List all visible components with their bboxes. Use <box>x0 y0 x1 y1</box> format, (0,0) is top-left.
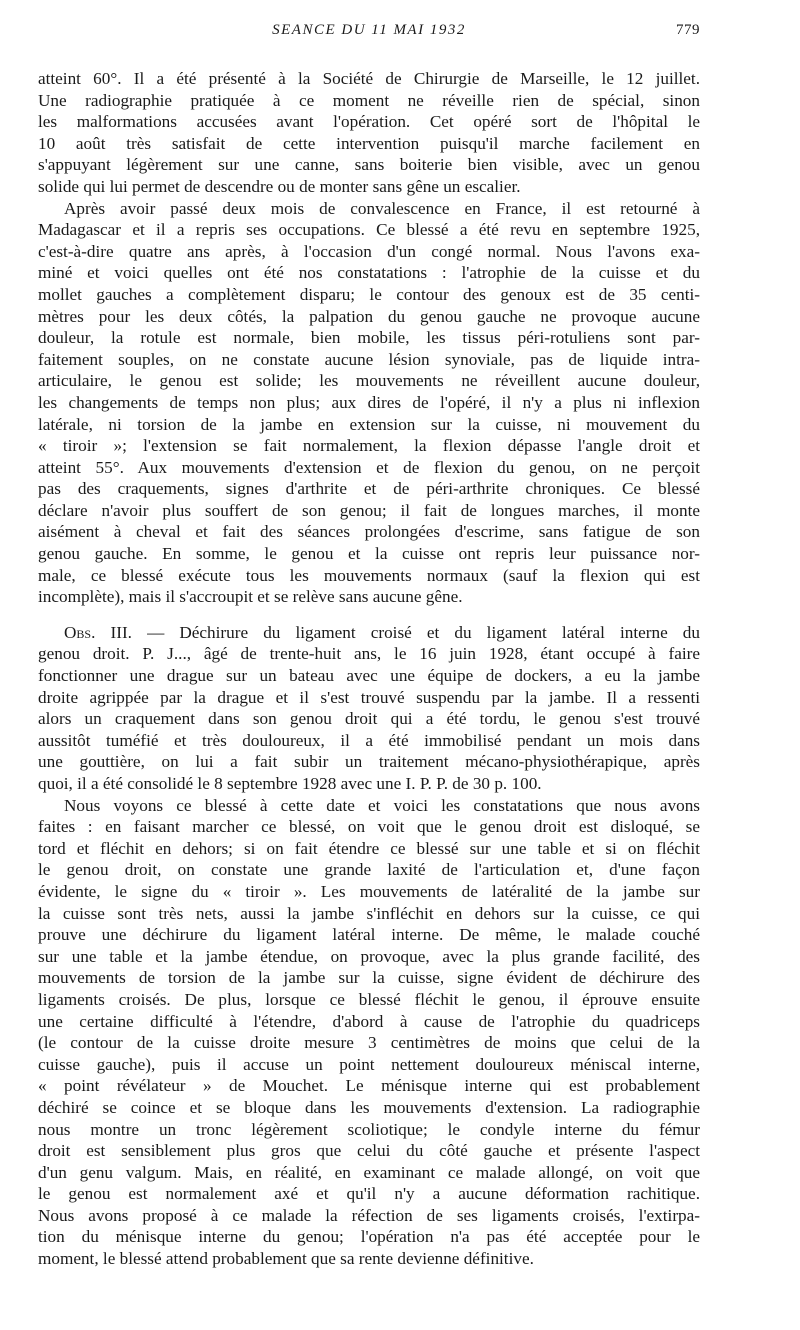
text-line: atteint 60°. Il a été présenté à la Société de Chirurgie de Marseille, le 12 juillet. <box>38 69 700 88</box>
text-line: déclare n'avoir plus souffert de son genou; il fait de longues marches, il monte <box>38 500 700 520</box>
text-line: Une radiographie pratiquée à ce moment ne réveille rien de spécial, sinon <box>38 90 700 110</box>
body-text <box>38 68 700 1270</box>
text-line: faites : en faisant marcher ce blessé, on voit que le genou droit est disloqué, se <box>38 817 700 837</box>
text-line: Après avoir passé deux mois de convalescence en France, il est retourné à <box>64 198 700 218</box>
text-line: la cuisse sont très nets, aussi la jambe s'infléchit en dehors sur la cuisse, ce qui <box>38 903 700 923</box>
text-line: d'un genu valgum. Mais, en réalité, en examinant ce malade allongé, on voit que <box>38 1162 700 1182</box>
page-number: 779 <box>676 22 700 38</box>
text-line: sur une table et la jambe étendue, on provoque, avec la plus grande facilité, des <box>38 946 700 966</box>
paragraph <box>38 622 700 795</box>
text-line: Nous avons proposé à ce malade la réfection de ses ligaments croisés, l'extirpa- <box>38 1205 700 1225</box>
text-line: pas des craquements, signes d'arthrite et de péri-arthrite chroniques. Ce blessé <box>38 479 700 499</box>
text-line: latérale, ni torsion de la jambe en extension sur la cuisse, ni mouvement du <box>38 414 700 434</box>
text-line: atteint 55°. Aux mouvements d'extension et de flexion du genou, on ne perçoit <box>38 457 700 477</box>
text-line: mouvements de torsion de la jambe sur la cuisse, signe évident de déchirure des <box>38 968 700 988</box>
text-line: articulaire, le genou est solide; les mouvements ne réveillent aucune douleur, <box>38 371 700 391</box>
text-line: le genou est normalement axé et qu'il n'y a aucune déformation rachitique. <box>38 1184 700 1204</box>
text-line: quoi, il a été consolidé le 8 septembre 1928 avec une I. P. P. de 30 p. 100. <box>38 774 542 793</box>
text-line: cuisse gauche), puis il accuse un point nettement douloureux méniscal interne, <box>38 1054 700 1074</box>
text-line: alors un craquement dans son genou droit qui a été tordu, le genou s'est trouvé <box>38 709 700 729</box>
text-line: c'est-à-dire quatre ans après, à l'occasion d'un congé normal. Nous l'avons exa- <box>38 241 700 261</box>
text-line: mollet gauches a complètement disparu; le contour des genoux est de 35 centi- <box>38 284 700 304</box>
text-line: male, ce blessé exécute tous les mouvements normaux (sauf la flexion qui est <box>38 565 700 585</box>
text-line: les malformations accusées avant l'opération. Cet opéré sort de l'hôpital le <box>38 112 700 132</box>
observation-label: Obs. III. <box>64 622 132 642</box>
text-line: droite agrippée par la drague et il s'est trouvé suspendu par la jambe. Il a ressenti <box>38 687 700 707</box>
text-line: droit est sensiblement plus gros que celui du côté gauche et présente l'aspect <box>38 1141 700 1161</box>
text-line: miné et voici quelles ont été nos constatations : l'atrophie de la cuisse et du <box>38 263 700 283</box>
paragraph-gap <box>38 608 700 622</box>
text-line: moment, le blessé attend probablement que sa rente devienne définitive. <box>38 1249 534 1269</box>
text-line: solide qui lui permet de descendre ou de monter sans gêne un escalier. <box>38 176 521 196</box>
text-line: 10 août très satisfait de cette intervention puisqu'il marche facilement en <box>38 133 700 153</box>
paragraph <box>38 68 700 198</box>
text-line: s'appuyant légèrement sur une canne, sans boiterie bien visible, avec un genou <box>38 155 700 175</box>
text-line: Madagascar et il a repris ses occupations. Ce blessé a été revu en septembre 1925, <box>38 220 700 240</box>
text-line: le genou droit, on constate une grande laxité de l'articulation et, d'une façon <box>38 860 700 880</box>
text-line: aussitôt tuméfié et très douloureux, il a été immobilisé pendant un mois dans <box>38 730 700 750</box>
text-line: genou gauche. En somme, le genou et la cuisse ont repris leur puissance nor- <box>38 544 700 564</box>
text-line: nous montre un tronc légèrement scoliotique; le condyle interne du fémur <box>38 1119 700 1139</box>
running-header <box>38 22 700 46</box>
text-line: aisément à cheval et fait des séances prolongées d'escrime, sans fatigue de son <box>38 522 700 542</box>
text-line: « point révélateur » de Mouchet. Le ménisque interne qui est probablement <box>38 1076 700 1096</box>
text-line: ligaments croisés. De plus, lorsque ce blessé fléchit le genou, il éprouve ensuite <box>38 989 700 1009</box>
text-line: déchiré se coince et se bloque dans les mouvements d'extension. La radiographie <box>38 1097 700 1117</box>
text-line: fonctionner une drague sur un bateau avec une équipe de dockers, a eu la jambe <box>38 666 700 686</box>
text-line: évidente, le signe du « tiroir ». Les mouvements de latéralité de la jambe sur <box>38 881 700 901</box>
text-line: tion du ménisque interne du genou; l'opération n'a pas été acceptée pour le <box>38 1227 700 1247</box>
text-line: les changements de temps non plus; aux dires de l'opéré, il n'y a plus ni inflexion <box>38 392 700 412</box>
paragraph <box>38 795 700 1270</box>
running-title: SEANCE DU 11 MAI 1932 <box>272 22 466 38</box>
text-line: (le contour de la cuisse droite mesure 3 centimètres de moins que celui de la <box>38 1033 700 1053</box>
text-line: incomplète), mais il s'accroupit et se relève sans aucune gêne. <box>38 587 463 607</box>
text-line: douleur, la rotule est normale, bien mobile, les tissus péri-rotuliens sont par- <box>38 328 700 348</box>
paragraph <box>38 198 700 608</box>
text-line: mètres pour les deux côtés, la palpation du genou gauche ne provoque aucune <box>38 306 700 326</box>
text-line: une gouttière, on lui a fait subir un traitement mécano-physiothérapique, après <box>38 752 700 772</box>
text-line: genou droit. P. J..., âgé de trente-huit ans, le 16 juin 1928, étant occupé à faire <box>38 644 700 664</box>
text-line-content: — Déchirure du ligament croisé et du ligament latéral interne du <box>131 622 700 642</box>
text-line: « tiroir »; l'extension se fait normalement, la flexion dépasse l'angle droit et <box>38 436 700 456</box>
text-line: tord et fléchit en dehors; si on fait étendre ce blessé sur une table et si on fléchit <box>38 838 700 858</box>
text-line <box>38 622 700 644</box>
text-line: faitement souples, on ne constate aucune lésion synoviale, pas de liquide intra- <box>38 349 700 369</box>
text-line: prouve une déchirure du ligament latéral interne. De même, le malade couché <box>38 925 700 945</box>
text-line: Nous voyons ce blessé à cette date et voici les constatations que nous avons <box>64 795 700 815</box>
text-line: une certaine difficulté à l'étendre, d'abord à cause de l'atrophie du quadriceps <box>38 1011 700 1031</box>
